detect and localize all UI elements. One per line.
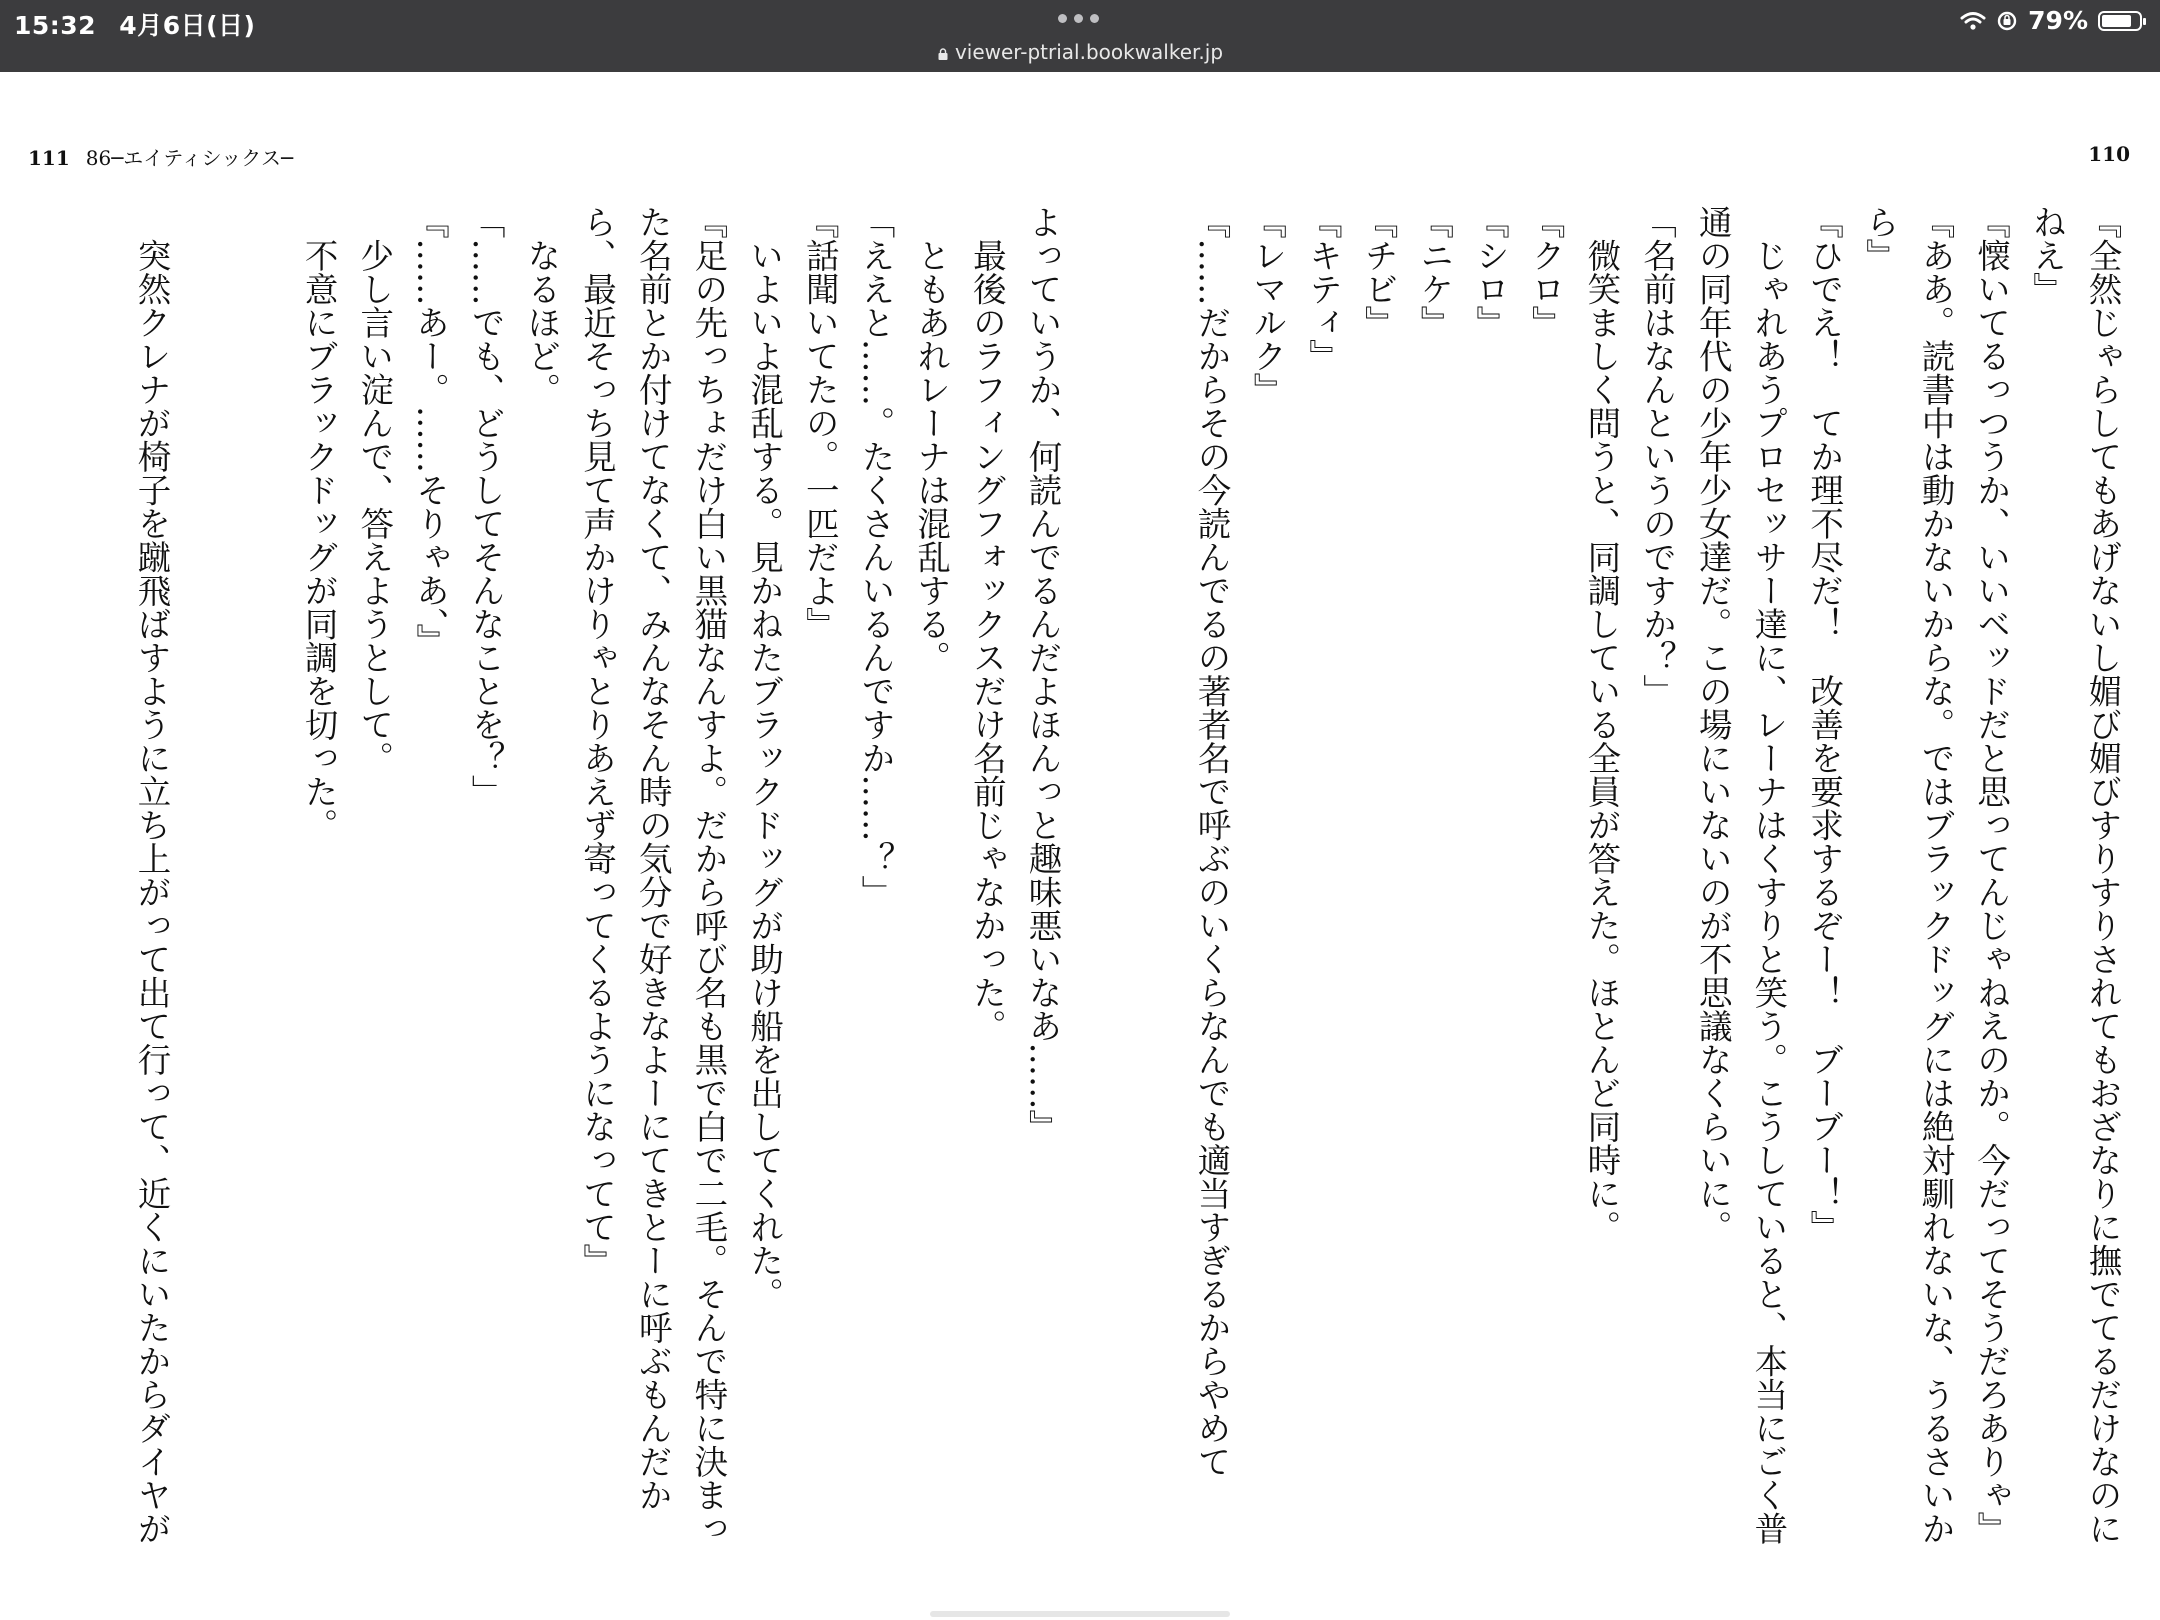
text-line: 『クロ』 [1526, 205, 1566, 339]
text-line: よっていうか、何読んでるんだよほんっと趣味悪いなあ……』 [1023, 205, 1062, 1143]
text-line: 『……だからその今読んでるの著者名で呼ぶのいくらなんでも適当すぎるからやめて [1192, 205, 1231, 1478]
text-line: 突然クレナが椅子を蹴飛ばすように立ち上がって出て行って、近くにいたからダイヤが [132, 205, 171, 1545]
left-page-header [28, 142, 293, 171]
text-line: 「……でも、どうしてそんなことを？」 [466, 205, 506, 808]
lock-icon [937, 48, 949, 60]
text-line: 『ニケ』 [1414, 205, 1454, 339]
text-line: 『ああ。読書中は動かないからな。ではブラックドッグには絶対馴れないな、うるさいか [1915, 205, 1955, 1545]
text-line: ら、最近そっち見て声かけりゃとりあえず寄ってくるようになってて』 [577, 205, 617, 1277]
running-title: 86─エイティシックス─ [85, 146, 294, 170]
text-line: 通の同年代の少年少女達だ。この場にいないのが不思議なくらいに。 [1693, 205, 1733, 1244]
blank-line [225, 205, 281, 1530]
text-line: 『チビ』 [1359, 205, 1399, 339]
right-page[interactable] [1160, 205, 2122, 1545]
text-line: 少し言い淀んで、答えようとして。 [354, 205, 394, 775]
text-line: ら』 [1860, 205, 1900, 272]
text-line: 『懐いてるっつうか、いいベッドだと思ってんじゃねえのか。今だってそうだろありゃ』 [1971, 205, 2011, 1545]
status-indicators [1960, 6, 2142, 35]
text-line: 『キティ』 [1303, 205, 1343, 373]
home-indicator[interactable] [930, 1611, 1230, 1617]
battery-icon [2098, 11, 2142, 31]
text-line: 「名前はなんというのですか？」 [1637, 205, 1677, 708]
text-line: 不意にブラックドッグが同調を切った。 [299, 205, 339, 842]
wifi-icon [1960, 11, 1986, 31]
text-line: 『レマルク』 [1247, 205, 1287, 406]
text-line: じゃれあうプロセッサー達に、レーナはくすりと笑う。こうしていると、本当にごく普 [1748, 205, 1788, 1545]
right-page-number: 110 [2088, 142, 2130, 166]
text-line: 『足の先っちょだけ白い黒猫なんすよ。だから呼び名も黒で白で二毛。そんで特に決まっ [688, 205, 728, 1545]
text-line: 『……あー。……そりゃあ、』 [410, 205, 450, 658]
blank-line [169, 205, 225, 1530]
text-line: ともあれレーナは混乱する。 [911, 205, 951, 674]
text-line: ねえ』 [2027, 205, 2067, 306]
left-page[interactable] [60, 205, 1062, 1545]
text-line: た名前とか付けてなくて、みんなそん時の気分で好きなよーにてきとーに呼ぶもんだか [633, 205, 673, 1512]
left-page-number: 111 [28, 146, 70, 170]
text-line: 『ひでえ！ てか理不尽だ！ 改善を要求するぞー！ ブーブー！』 [1804, 205, 1844, 1244]
status-time-date [14, 6, 255, 42]
text-line: 最後のラフィングフォックスだけ名前じゃなかった。 [967, 205, 1007, 1043]
status-time: 15:32 [14, 11, 97, 40]
status-date: 4月6日(日) [119, 11, 256, 40]
text-line: 『シロ』 [1470, 205, 1510, 339]
address-bar[interactable] [0, 40, 2160, 64]
left-page-text [60, 205, 1062, 1545]
orientation-lock-icon [1996, 10, 2018, 32]
text-line: 『話聞いてたの。一匹だよ』 [800, 205, 840, 641]
right-page-text [1160, 205, 2122, 1545]
status-bar [0, 0, 2160, 72]
browser-menu-dots-icon[interactable] [1058, 14, 1099, 23]
battery-percent: 79% [2028, 6, 2088, 35]
url-text: viewer-ptrial.bookwalker.jp [954, 40, 1224, 64]
text-line: いよいよ混乱する。見かねたブラックドッグが助け船を出してくれた。 [744, 205, 784, 1311]
text-line: 微笑ましく問うと、同調している全員が答えた。ほとんど同時に。 [1581, 205, 1621, 1244]
text-line: なるほど。 [521, 205, 561, 406]
text-line: 『全然じゃらしてもあげないし媚び媚びすりすりされてもおざなりに撫でてるだけなのに [2083, 205, 2122, 1545]
text-line: 「ええと……。たくさんいるんですか……？」 [855, 205, 895, 909]
